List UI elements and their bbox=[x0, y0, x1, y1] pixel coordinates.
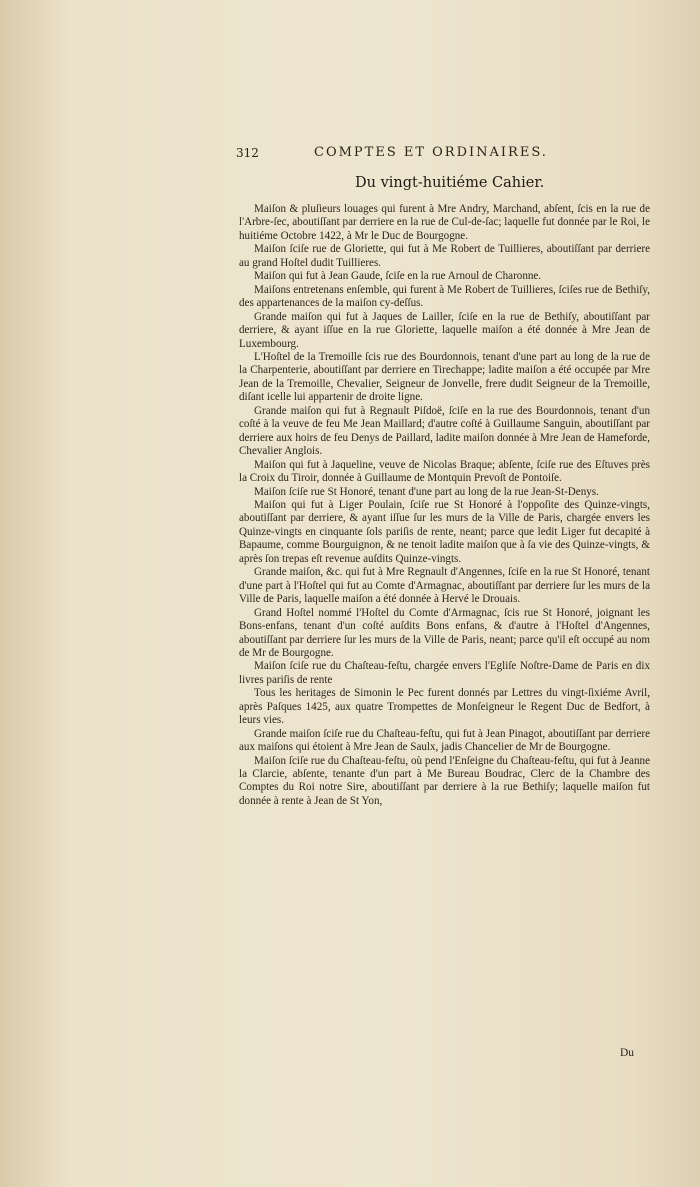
paragraph: Maiſon qui fut à Liger Poulain, ſciſe rue St Honoré à l'oppoſite des Quinze-vingts, aboutiſſant par derriere, & ayant iſſue ſur les murs de la Ville de Paris, chargée envers les Quinze-vingts en cinquante ſols pariſis de rente, neant; parce que ledit Liger fut decapité à Bapaume, comme Bourguignon, & ne tenoit ladite maiſon que à ſa vie des Quinze-vingts, & après ſon trepas eſt revenue auſdits Quinze-vingts. bbox=[239, 498, 650, 565]
catchword: Du bbox=[620, 1047, 635, 1059]
body-text bbox=[239, 203, 650, 808]
paragraph: Maiſon qui fut à Jean Gaude, ſciſe en la rue Arnoul de Charonne. bbox=[254, 270, 542, 283]
running-header: COMPTES ET ORDINAIRES. bbox=[314, 145, 548, 160]
paragraph: L'Hoſtel de la Tremoille ſcis rue des Bourdonnois, tenant d'une part au long de la rue de la Charpenterie, aboutiſſant par derriere en Tirechappe; ladite maiſon a été occupée par Mre Jean de la Tremoille, Chevalier, Seigneur de Jonvelle, frere dudit Seigneur de la Tremoille, diſant icelle lui appartenir de droite ligne. bbox=[239, 350, 650, 404]
paragraph: Maiſon ſciſe rue du Chaſteau-feſtu, où pend l'Enſeigne du Chaſteau-feſtu, qui fut à Jeanne la Clarcie, abſente, tenante d'un part à Me Bureau Boudrac, Clerc de la Chambre des Comptes du Roi notre Sire, aboutiſſant par derriere à la rue Bethiſy; laquelle maiſon fut donnée à rente à Jean de St Yon, bbox=[239, 754, 650, 807]
page-number: 312 bbox=[236, 146, 259, 160]
paragraph: Grande maiſon qui fut à Regnault Piſdoë, ſciſe en la rue des Bourdonnois, tenant d'un coſté à la veuve de feu Me Jean Maillard; d'autre coſté à Guillaume Sanguin, aboutiſſant par derriere aux hoirs de feu Denys de Paillard, ladite maiſon donnée à Mre Jean de Hameforde, Chevalier Anglois. bbox=[239, 404, 650, 458]
paragraph: Maiſon ſciſe rue du Chaſteau-feſtu, chargée envers l'Egliſe Noſtre-Dame de Paris en dix livres pariſis de rente bbox=[239, 660, 650, 686]
paragraph: Maiſon qui fut à Jaqueline, veuve de Nicolas Braque; abſente, ſciſe rue des Eſtuves près la Croix du Tiroir, donnée à Guillaume de Montquin Prevoſt de Pontoiſe. bbox=[239, 458, 650, 485]
paragraph: Tous les heritages de Simonin le Pec furent donnés par Lettres du vingt-ſixiéme Avril, après Paſques 1425, aux quatre Trompettes de Monſeigneur le Regent Duc de Bedfort, à leurs vies. bbox=[239, 687, 650, 727]
paragraph: Grand Hoſtel nommé l'Hoſtel du Comte d'Armagnac, ſcis rue St Honoré, joignant les Bons-enfans, tenant d'un coſté auſdits Bons enfans, & d'autre à l'Hoſtel d'Angennes, aboutiſſant par derriere ſur les murs de la Ville de Paris, neant; parce qu'il eſt occupé au nom de Mr de Bourgogne. bbox=[239, 606, 650, 659]
paragraph: Maiſons entretenans enſemble, qui furent à Me Robert de Tuillieres, ſciſes rue de Bethiſy, des appartenances de la maiſon cy-deſſus. bbox=[239, 283, 650, 310]
paragraph: Grande maiſon, &c. qui fut à Mre Regnault d'Angennes, ſciſe en la rue St Honoré, tenant d'une part à l'Hoſtel qui fut au Comte d'Armagnac, aboutiſſant par derriere ſur les murs de la Ville de Paris, laquelle maiſon a été donnée à Hervé le Drouais. bbox=[239, 566, 650, 606]
paragraph: Maiſon ſciſe rue St Honoré, tenant d'une part au long de la rue Jean-St-Denys. bbox=[254, 485, 599, 498]
paragraph: Grande maiſon ſciſe rue du Chaſteau-feſtu, qui fut à Jean Pinagot, aboutiſſant par derriere aux maiſons qui étoient à Mre Jean de Saulx, jadis Chancelier de Mr de Bourgogne. bbox=[239, 727, 650, 754]
section-title: Du vingt-huitiéme Cahier. bbox=[355, 175, 545, 191]
paragraph: Grande maiſon qui fut à Jaques de Lailler, ſciſe en la rue de Bethiſy, aboutiſſant par derriere, & ayant iſſue en la rue Gloriette, laquelle maiſon a été donnée à Mre Jean de Luxembourg. bbox=[239, 310, 650, 350]
paragraph: Maiſon & pluſieurs louages qui furent à Mre Andry, Marchand, abſent, ſcis en la rue de l'Arbre-ſec, aboutiſſant par derriere en la rue de Cul-de-ſac; laquelle fut donnée par le Roi, le huitiéme Octobre 1422, à Mr le Duc de Bourgogne. bbox=[239, 203, 650, 242]
paragraph: Maiſon ſciſe rue de Gloriette, qui fut à Me Robert de Tuillieres, aboutiſſant par derriere au grand Hoſtel dudit Tuillieres. bbox=[239, 243, 650, 269]
